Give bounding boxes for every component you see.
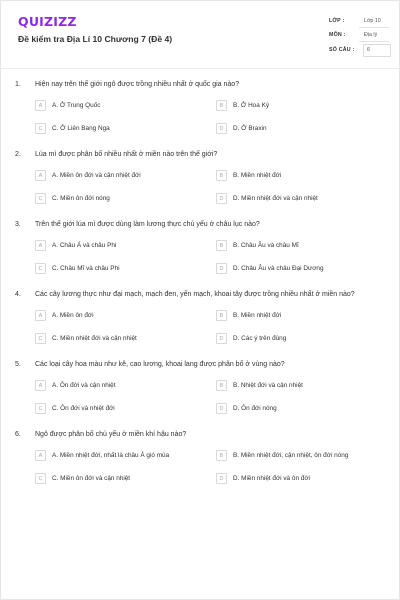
question-number: 3. <box>15 221 21 228</box>
option-letter-box[interactable]: A <box>35 100 46 111</box>
option-text: C. Châu Mĩ và châu Phi <box>52 265 120 272</box>
option-b[interactable] <box>216 450 386 462</box>
option-c[interactable] <box>35 333 205 345</box>
meta-subject-value: Địa lý <box>364 32 378 38</box>
header-divider <box>1 68 399 69</box>
option-text: C. Ở Liên Bang Nga <box>52 125 110 132</box>
option-text: B. Nhiệt đới và cận nhiệt <box>233 382 303 389</box>
question-text: Hiện nay trên thế giới ngô được trồng nhiều nhất ở quốc gia nào? <box>35 81 240 88</box>
option-d[interactable] <box>216 473 386 485</box>
meta-subject-label: MÔN : <box>329 32 346 38</box>
option-letter-box[interactable]: C <box>35 403 46 414</box>
option-letter-box[interactable]: B <box>216 450 227 461</box>
question-text: Trên thế giới lúa mì được dùng làm lương thực chủ yếu ở châu lục nào? <box>35 221 260 228</box>
option-a[interactable] <box>35 450 205 462</box>
option-c[interactable] <box>35 263 205 275</box>
option-text: D. Miền nhiệt đới và ôn đới <box>233 475 310 482</box>
option-letter-box[interactable]: D <box>216 193 227 204</box>
option-text: B. Miền nhiệt đới <box>233 312 282 319</box>
option-text: D. Ôn đới nóng <box>233 405 277 412</box>
option-letter-box[interactable]: D <box>216 123 227 134</box>
option-text: D. Miền nhiệt đới và cận nhiệt <box>233 195 318 202</box>
option-text: D. Các ý trên đúng <box>233 335 287 342</box>
option-letter-box[interactable]: C <box>35 123 46 134</box>
question-text: Lúa mì được phân bố nhiều nhất ở miền nào trên thế giới? <box>35 151 218 158</box>
option-text: C. Ôn đới và nhiệt đới <box>52 405 115 412</box>
question-number: 5. <box>15 361 21 368</box>
option-letter-box[interactable]: D <box>216 473 227 484</box>
question-number: 6. <box>15 431 21 438</box>
option-letter-box[interactable]: A <box>35 170 46 181</box>
meta-count <box>329 47 389 60</box>
option-a[interactable] <box>35 240 205 252</box>
option-letter-box[interactable]: B <box>216 380 227 391</box>
option-text: C. Miền nhiệt đới và cận nhiệt <box>52 335 137 342</box>
option-d[interactable] <box>216 333 386 345</box>
meta-class-value: Lớp 10 <box>364 18 381 24</box>
option-letter-box[interactable]: A <box>35 450 46 461</box>
question-text: Các cây lương thực như đại mạch, mạch đen, yến mạch, khoai tây được trồng nhiều nhất ở miền nào? <box>35 291 355 298</box>
meta-count-value: 6 <box>367 47 370 53</box>
option-text: A. Miền ôn đới và cận nhiệt đới <box>52 172 141 179</box>
question-number: 2. <box>15 151 21 158</box>
option-letter-box[interactable]: A <box>35 310 46 321</box>
option-text: B. Ở Hoa Kỳ <box>233 102 270 109</box>
question-number: 4. <box>15 291 21 298</box>
option-text: A. Miền ôn đới <box>52 312 94 319</box>
option-letter-box[interactable]: B <box>216 100 227 111</box>
option-a[interactable] <box>35 100 205 112</box>
option-letter-box[interactable]: A <box>35 240 46 251</box>
option-letter-box[interactable]: C <box>35 193 46 204</box>
option-letter-box[interactable]: D <box>216 403 227 414</box>
option-text: A. Ôn đới và cận nhiệt <box>52 382 116 389</box>
option-text: D. Châu Âu và châu Đại Dương <box>233 265 324 272</box>
question-number: 1. <box>15 81 21 88</box>
question-text: Các loại cây hoa màu như kê, cao lương, khoai lang được phân bố ở vùng nào? <box>35 361 285 368</box>
option-c[interactable] <box>35 403 205 415</box>
option-b[interactable] <box>216 310 386 322</box>
option-b[interactable] <box>216 240 386 252</box>
option-a[interactable] <box>35 380 205 392</box>
option-text: B. Miền nhiệt đới, cận nhiệt, ôn đới nóng <box>233 452 349 459</box>
option-text: D. Ở Braxin <box>233 125 267 132</box>
option-c[interactable] <box>35 123 205 135</box>
option-c[interactable] <box>35 473 205 485</box>
option-letter-box[interactable]: C <box>35 473 46 484</box>
option-b[interactable] <box>216 100 386 112</box>
option-text: B. Châu Âu và châu Mĩ <box>233 242 299 249</box>
option-text: C. Miền ôn đới nóng <box>52 195 110 202</box>
worksheet-header <box>1 1 400 67</box>
option-d[interactable] <box>216 263 386 275</box>
option-letter-box[interactable]: D <box>216 333 227 344</box>
option-letter-box[interactable]: C <box>35 263 46 274</box>
question-text: Ngô được phân bố chủ yếu ở miền khí hậu nào? <box>35 431 187 438</box>
option-text: C. Miền ôn đới và cận nhiệt <box>52 475 131 482</box>
meta-class-label: LỚP : <box>329 18 345 24</box>
quizizz-logo[interactable]: QUIZIZZ <box>18 14 77 29</box>
option-a[interactable] <box>35 170 205 182</box>
option-letter-box[interactable]: C <box>35 333 46 344</box>
meta-class <box>329 18 389 31</box>
option-letter-box[interactable]: B <box>216 240 227 251</box>
option-b[interactable] <box>216 170 386 182</box>
option-letter-box[interactable]: D <box>216 263 227 274</box>
option-letter-box[interactable]: A <box>35 380 46 391</box>
option-d[interactable] <box>216 403 386 415</box>
option-letter-box[interactable]: B <box>216 170 227 181</box>
option-d[interactable] <box>216 123 386 135</box>
option-c[interactable] <box>35 193 205 205</box>
meta-count-label: SỐ CÂU : <box>329 47 355 53</box>
option-text: A. Miền nhiệt đới, nhất là châu Á gió mùa <box>52 452 170 459</box>
option-text: A. Ở Trung Quốc <box>52 102 101 109</box>
meta-subject-underline <box>359 41 389 42</box>
meta-class-underline <box>359 27 389 28</box>
option-text: A. Châu Á và châu Phi <box>52 242 117 249</box>
option-d[interactable] <box>216 193 386 205</box>
option-a[interactable] <box>35 310 205 322</box>
option-b[interactable] <box>216 380 386 392</box>
option-letter-box[interactable]: B <box>216 310 227 321</box>
option-text: B. Miền nhiệt đới <box>233 172 282 179</box>
worksheet-title: Đề kiểm tra Địa Lí 10 Chương 7 (Đề 4) <box>18 34 173 44</box>
